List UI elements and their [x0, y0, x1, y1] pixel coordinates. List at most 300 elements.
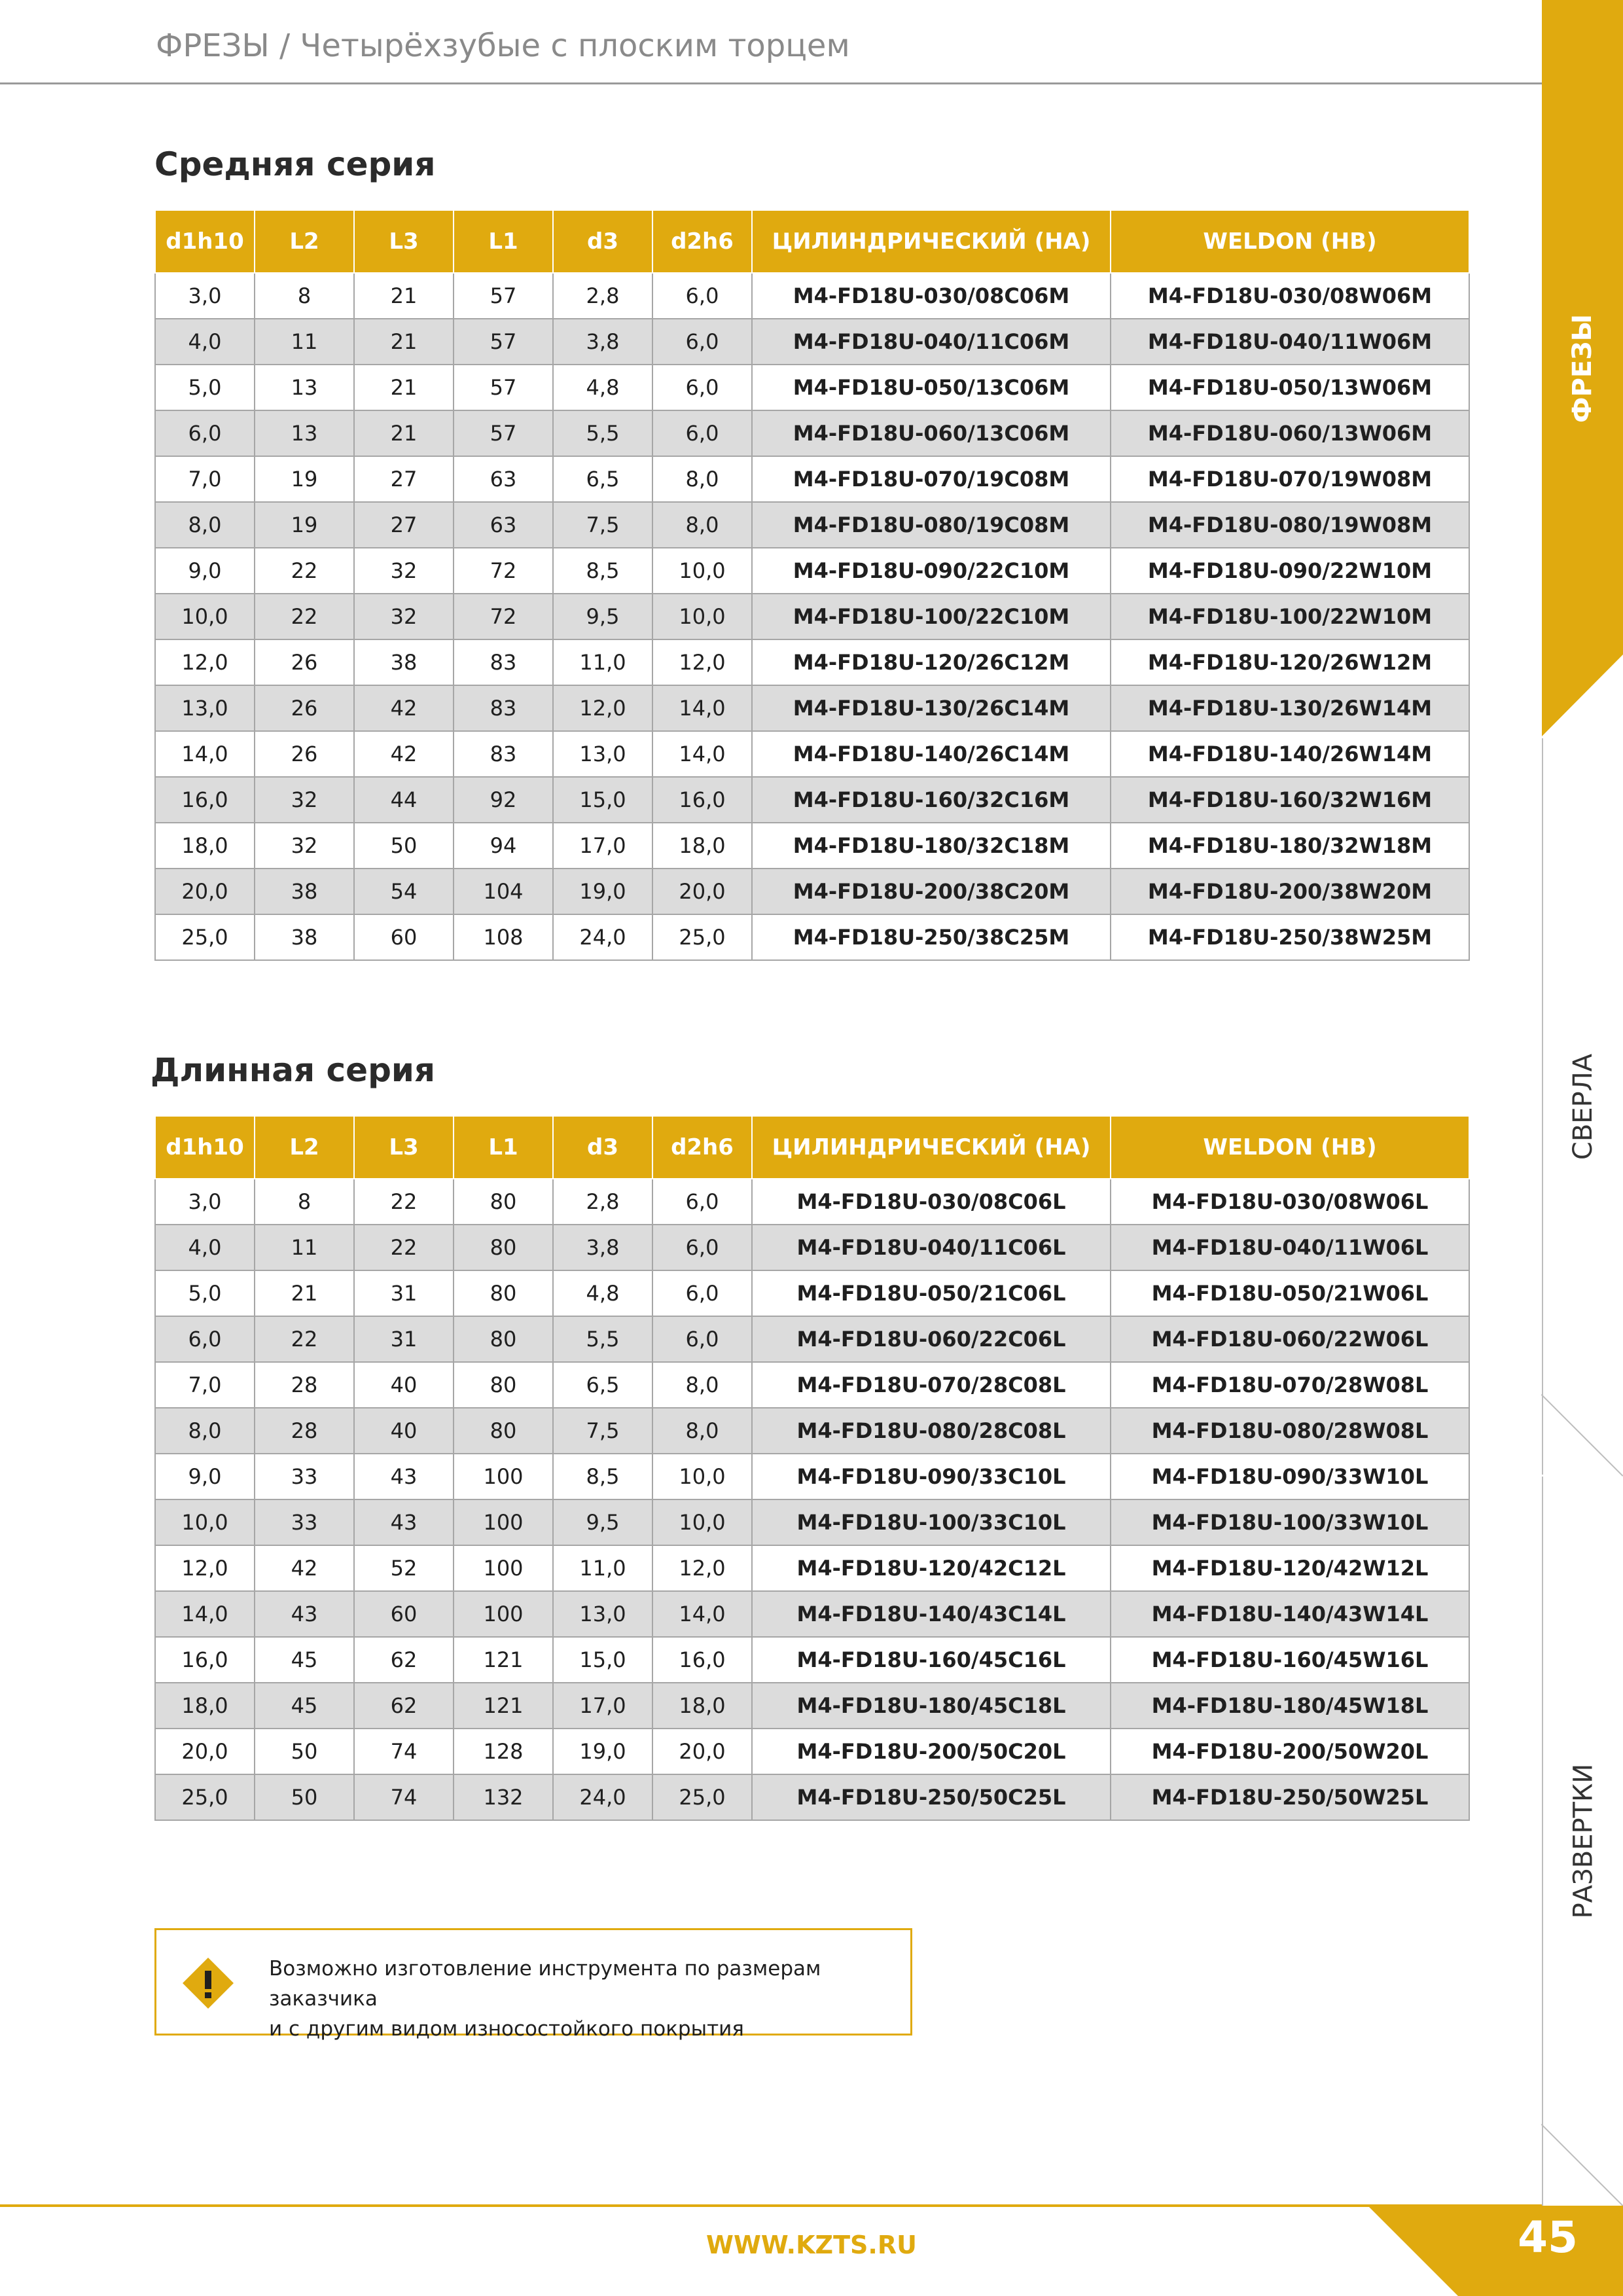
dimension-cell: 62 — [354, 1683, 454, 1729]
dimension-cell: 17,0 — [553, 823, 652, 869]
article-code-cell: M4-FD18U-100/22W10M — [1111, 594, 1469, 639]
dimension-cell: 100 — [454, 1591, 553, 1637]
dimension-cell: 10,0 — [652, 1454, 752, 1499]
dimension-cell: 10,0 — [652, 548, 752, 594]
column-header: ЦИЛИНДРИЧЕСКИЙ (HA) — [752, 1116, 1111, 1179]
article-code-cell: M4-FD18U-250/38C25M — [752, 914, 1111, 960]
article-code-cell: M4-FD18U-040/11W06L — [1111, 1225, 1469, 1270]
dimension-cell: 74 — [354, 1774, 454, 1820]
column-header: d1h10 — [155, 210, 255, 273]
article-code-cell: M4-FD18U-090/22W10M — [1111, 548, 1469, 594]
article-code-cell: M4-FD18U-070/19C08M — [752, 456, 1111, 502]
dimension-cell: 22 — [354, 1179, 454, 1225]
article-code-cell: M4-FD18U-200/38C20M — [752, 869, 1111, 914]
dimension-cell: 31 — [354, 1270, 454, 1316]
dimension-cell: 4,0 — [155, 1225, 255, 1270]
page-header-title: ФРЕЗЫ / Четырёхзубые с плоским торцем — [156, 27, 850, 64]
column-header: L2 — [255, 210, 354, 273]
dimension-cell: 11,0 — [553, 1545, 652, 1591]
dimension-cell: 28 — [255, 1408, 354, 1454]
table-row — [155, 1591, 1469, 1637]
dimension-cell: 16,0 — [155, 777, 255, 823]
dimension-cell: 43 — [354, 1499, 454, 1545]
table-row — [155, 1316, 1469, 1362]
table-header-row — [155, 1116, 1469, 1179]
footer-divider — [0, 2204, 1542, 2207]
dimension-cell: 26 — [255, 639, 354, 685]
table-row — [155, 823, 1469, 869]
article-code-cell: M4-FD18U-120/26W12M — [1111, 639, 1469, 685]
dimension-cell: 63 — [454, 456, 553, 502]
dimension-cell: 14,0 — [155, 1591, 255, 1637]
tab-razvertki[interactable] — [1542, 1477, 1623, 2206]
dimension-cell: 80 — [454, 1408, 553, 1454]
dimension-cell: 16,0 — [652, 777, 752, 823]
dimension-cell: 22 — [255, 1316, 354, 1362]
table-row — [155, 1683, 1469, 1729]
article-code-cell: M4-FD18U-130/26C14M — [752, 685, 1111, 731]
footer-website-link[interactable]: WWW.KZTS.RU — [706, 2231, 917, 2259]
table-row — [155, 365, 1469, 410]
dimension-cell: 25,0 — [652, 1774, 752, 1820]
table-row — [155, 502, 1469, 548]
dimension-cell: 60 — [354, 914, 454, 960]
dimension-cell: 3,8 — [553, 319, 652, 365]
medium-series-title: Средняя серия — [154, 145, 436, 183]
dimension-cell: 19,0 — [553, 869, 652, 914]
column-header: L1 — [454, 1116, 553, 1179]
dimension-cell: 8,0 — [652, 1362, 752, 1408]
dimension-cell: 3,8 — [553, 1225, 652, 1270]
dimension-cell: 25,0 — [652, 914, 752, 960]
dimension-cell: 28 — [255, 1362, 354, 1408]
dimension-cell: 57 — [454, 273, 553, 319]
dimension-cell: 21 — [354, 273, 454, 319]
table-row — [155, 1729, 1469, 1774]
dimension-cell: 44 — [354, 777, 454, 823]
tab-frezy-label: ФРЕЗЫ — [1567, 314, 1598, 423]
dimension-cell: 2,8 — [553, 273, 652, 319]
dimension-cell: 18,0 — [155, 1683, 255, 1729]
article-code-cell: M4-FD18U-180/32C18M — [752, 823, 1111, 869]
dimension-cell: 8,0 — [652, 456, 752, 502]
dimension-cell: 5,0 — [155, 1270, 255, 1316]
dimension-cell: 12,0 — [652, 1545, 752, 1591]
article-code-cell: M4-FD18U-030/08C06L — [752, 1179, 1111, 1225]
dimension-cell: 80 — [454, 1179, 553, 1225]
table-row — [155, 1179, 1469, 1225]
dimension-cell: 63 — [454, 502, 553, 548]
dimension-cell: 24,0 — [553, 1774, 652, 1820]
dimension-cell: 5,0 — [155, 365, 255, 410]
dimension-cell: 108 — [454, 914, 553, 960]
dimension-cell: 7,5 — [553, 502, 652, 548]
dimension-cell: 12,0 — [652, 639, 752, 685]
article-code-cell: M4-FD18U-080/28C08L — [752, 1408, 1111, 1454]
article-code-cell: M4-FD18U-140/43C14L — [752, 1591, 1111, 1637]
article-code-cell: M4-FD18U-040/11W06M — [1111, 319, 1469, 365]
article-code-cell: M4-FD18U-100/22C10M — [752, 594, 1111, 639]
dimension-cell: 14,0 — [652, 1591, 752, 1637]
dimension-cell: 20,0 — [652, 1729, 752, 1774]
dimension-cell: 14,0 — [652, 685, 752, 731]
dimension-cell: 57 — [454, 319, 553, 365]
article-code-cell: M4-FD18U-050/21W06L — [1111, 1270, 1469, 1316]
dimension-cell: 7,5 — [553, 1408, 652, 1454]
dimension-cell: 38 — [354, 639, 454, 685]
dimension-cell: 20,0 — [155, 869, 255, 914]
dimension-cell: 10,0 — [652, 1499, 752, 1545]
dimension-cell: 72 — [454, 594, 553, 639]
column-header: d1h10 — [155, 1116, 255, 1179]
table-row — [155, 410, 1469, 456]
dimension-cell: 19,0 — [553, 1729, 652, 1774]
tab-frezy[interactable] — [1542, 0, 1623, 736]
dimension-cell: 18,0 — [652, 1683, 752, 1729]
table-row — [155, 456, 1469, 502]
dimension-cell: 121 — [454, 1637, 553, 1683]
table-row — [155, 1454, 1469, 1499]
column-header: L2 — [255, 1116, 354, 1179]
column-header: d3 — [553, 210, 652, 273]
dimension-cell: 6,0 — [652, 1225, 752, 1270]
article-code-cell: M4-FD18U-140/43W14L — [1111, 1591, 1469, 1637]
dimension-cell: 38 — [255, 914, 354, 960]
dimension-cell: 13 — [255, 365, 354, 410]
dimension-cell: 80 — [454, 1225, 553, 1270]
dimension-cell: 27 — [354, 502, 454, 548]
table-row — [155, 914, 1469, 960]
page-number: 45 — [1518, 2212, 1578, 2263]
dimension-cell: 16,0 — [652, 1637, 752, 1683]
table-row — [155, 273, 1469, 319]
table-row — [155, 594, 1469, 639]
dimension-cell: 11,0 — [553, 639, 652, 685]
dimension-cell: 6,0 — [652, 319, 752, 365]
article-code-cell: M4-FD18U-080/28W08L — [1111, 1408, 1469, 1454]
dimension-cell: 32 — [354, 594, 454, 639]
dimension-cell: 16,0 — [155, 1637, 255, 1683]
dimension-cell: 20,0 — [652, 869, 752, 914]
column-header: WELDON (HB) — [1111, 210, 1469, 273]
table-row — [155, 1408, 1469, 1454]
article-code-cell: M4-FD18U-070/28W08L — [1111, 1362, 1469, 1408]
table-row — [155, 777, 1469, 823]
dimension-cell: 19 — [255, 502, 354, 548]
dimension-cell: 8,0 — [155, 502, 255, 548]
notice-line-1: Возможно изготовление инструмента по размерам заказчика — [269, 1957, 821, 2011]
article-code-cell: M4-FD18U-030/08W06L — [1111, 1179, 1469, 1225]
dimension-cell: 10,0 — [155, 594, 255, 639]
dimension-cell: 11 — [255, 319, 354, 365]
table-row — [155, 1362, 1469, 1408]
article-code-cell: M4-FD18U-250/50W25L — [1111, 1774, 1469, 1820]
dimension-cell: 10,0 — [652, 594, 752, 639]
article-code-cell: M4-FD18U-060/13C06M — [752, 410, 1111, 456]
dimension-cell: 57 — [454, 365, 553, 410]
article-code-cell: M4-FD18U-050/13W06M — [1111, 365, 1469, 410]
column-header: d3 — [553, 1116, 652, 1179]
dimension-cell: 13,0 — [553, 731, 652, 777]
article-code-cell: M4-FD18U-090/33W10L — [1111, 1454, 1469, 1499]
article-code-cell: M4-FD18U-180/45C18L — [752, 1683, 1111, 1729]
dimension-cell: 38 — [255, 869, 354, 914]
dimension-cell: 5,5 — [553, 1316, 652, 1362]
column-header: d2h6 — [652, 1116, 752, 1179]
long-series-title: Длинная серия — [151, 1051, 436, 1089]
table-row — [155, 639, 1469, 685]
tab-razvertki-label: РАЗВЕРТКИ — [1568, 1763, 1598, 1919]
dimension-cell: 22 — [354, 1225, 454, 1270]
dimension-cell: 8,5 — [553, 1454, 652, 1499]
dimension-cell: 121 — [454, 1683, 553, 1729]
dimension-cell: 52 — [354, 1545, 454, 1591]
article-code-cell: M4-FD18U-030/08W06M — [1111, 273, 1469, 319]
table-header-row — [155, 210, 1469, 273]
article-code-cell: M4-FD18U-200/38W20M — [1111, 869, 1469, 914]
dimension-cell: 6,0 — [652, 410, 752, 456]
dimension-cell: 32 — [255, 823, 354, 869]
column-header: d2h6 — [652, 210, 752, 273]
medium-series-table — [154, 209, 1470, 961]
dimension-cell: 8,0 — [155, 1408, 255, 1454]
dimension-cell: 9,0 — [155, 1454, 255, 1499]
table-row — [155, 1545, 1469, 1591]
dimension-cell: 31 — [354, 1316, 454, 1362]
notice-text — [269, 1954, 910, 2044]
dimension-cell: 21 — [354, 365, 454, 410]
dimension-cell: 22 — [255, 548, 354, 594]
dimension-cell: 11 — [255, 1225, 354, 1270]
custom-order-notice — [154, 1928, 912, 2041]
dimension-cell: 9,5 — [553, 594, 652, 639]
table-row — [155, 319, 1469, 365]
dimension-cell: 42 — [354, 731, 454, 777]
dimension-cell: 14,0 — [652, 731, 752, 777]
dimension-cell: 14,0 — [155, 731, 255, 777]
dimension-cell: 6,0 — [155, 410, 255, 456]
dimension-cell: 83 — [454, 731, 553, 777]
dimension-cell: 4,8 — [553, 365, 652, 410]
dimension-cell: 6,5 — [553, 456, 652, 502]
dimension-cell: 20,0 — [155, 1729, 255, 1774]
dimension-cell: 80 — [454, 1270, 553, 1316]
dimension-cell: 57 — [454, 410, 553, 456]
dimension-cell: 26 — [255, 685, 354, 731]
dimension-cell: 21 — [354, 319, 454, 365]
article-code-cell: M4-FD18U-250/50C25L — [752, 1774, 1111, 1820]
column-header: L1 — [454, 210, 553, 273]
dimension-cell: 62 — [354, 1637, 454, 1683]
dimension-cell: 8 — [255, 273, 354, 319]
table-row — [155, 1499, 1469, 1545]
dimension-cell: 6,0 — [652, 273, 752, 319]
dimension-cell: 32 — [255, 777, 354, 823]
dimension-cell: 50 — [354, 823, 454, 869]
article-code-cell: M4-FD18U-140/26C14M — [752, 731, 1111, 777]
dimension-cell: 104 — [454, 869, 553, 914]
column-header: ЦИЛИНДРИЧЕСКИЙ (HA) — [752, 210, 1111, 273]
article-code-cell: M4-FD18U-160/32C16M — [752, 777, 1111, 823]
article-code-cell: M4-FD18U-050/21C06L — [752, 1270, 1111, 1316]
dimension-cell: 21 — [255, 1270, 354, 1316]
dimension-cell: 100 — [454, 1454, 553, 1499]
table-row — [155, 548, 1469, 594]
dimension-cell: 4,8 — [553, 1270, 652, 1316]
tab-frezy-corner — [1542, 655, 1623, 736]
article-code-cell: M4-FD18U-080/19W08M — [1111, 502, 1469, 548]
notice-line-2: и с другим видом износостойкого покрытия — [269, 2017, 744, 2041]
column-header: WELDON (HB) — [1111, 1116, 1469, 1179]
dimension-cell: 100 — [454, 1499, 553, 1545]
dimension-cell: 25,0 — [155, 1774, 255, 1820]
dimension-cell: 42 — [354, 685, 454, 731]
dimension-cell: 22 — [255, 594, 354, 639]
dimension-cell: 19 — [255, 456, 354, 502]
article-code-cell: M4-FD18U-100/33W10L — [1111, 1499, 1469, 1545]
article-code-cell: M4-FD18U-200/50W20L — [1111, 1729, 1469, 1774]
dimension-cell: 12,0 — [553, 685, 652, 731]
article-code-cell: M4-FD18U-080/19C08M — [752, 502, 1111, 548]
dimension-cell: 94 — [454, 823, 553, 869]
article-code-cell: M4-FD18U-030/08C06M — [752, 273, 1111, 319]
dimension-cell: 6,0 — [155, 1316, 255, 1362]
dimension-cell: 21 — [354, 410, 454, 456]
article-code-cell: M4-FD18U-160/45C16L — [752, 1637, 1111, 1683]
long-series-table — [154, 1115, 1470, 1821]
dimension-cell: 27 — [354, 456, 454, 502]
dimension-cell: 15,0 — [553, 777, 652, 823]
dimension-cell: 33 — [255, 1454, 354, 1499]
dimension-cell: 13 — [255, 410, 354, 456]
dimension-cell: 45 — [255, 1637, 354, 1683]
dimension-cell: 6,5 — [553, 1362, 652, 1408]
dimension-cell: 128 — [454, 1729, 553, 1774]
dimension-cell: 9,0 — [155, 548, 255, 594]
section-tabs — [1542, 0, 1623, 2206]
article-code-cell: M4-FD18U-120/42C12L — [752, 1545, 1111, 1591]
dimension-cell: 17,0 — [553, 1683, 652, 1729]
dimension-cell: 40 — [354, 1362, 454, 1408]
dimension-cell: 18,0 — [652, 823, 752, 869]
tab-sverla-label: СВЕРЛА — [1568, 1053, 1598, 1160]
article-code-cell: M4-FD18U-250/38W25M — [1111, 914, 1469, 960]
table-row — [155, 869, 1469, 914]
table-row — [155, 1637, 1469, 1683]
article-code-cell: M4-FD18U-130/26W14M — [1111, 685, 1469, 731]
dimension-cell: 5,5 — [553, 410, 652, 456]
dimension-cell: 45 — [255, 1683, 354, 1729]
article-code-cell: M4-FD18U-090/22C10M — [752, 548, 1111, 594]
dimension-cell: 10,0 — [155, 1499, 255, 1545]
article-code-cell: M4-FD18U-180/45W18L — [1111, 1683, 1469, 1729]
dimension-cell: 8,5 — [553, 548, 652, 594]
article-code-cell: M4-FD18U-040/11C06M — [752, 319, 1111, 365]
dimension-cell: 60 — [354, 1591, 454, 1637]
article-code-cell: M4-FD18U-070/19W08M — [1111, 456, 1469, 502]
dimension-cell: 40 — [354, 1408, 454, 1454]
column-header: L3 — [354, 1116, 454, 1179]
dimension-cell: 50 — [255, 1729, 354, 1774]
dimension-cell: 7,0 — [155, 456, 255, 502]
article-code-cell: M4-FD18U-140/26W14M — [1111, 731, 1469, 777]
article-code-cell: M4-FD18U-120/26C12M — [752, 639, 1111, 685]
dimension-cell: 6,0 — [652, 365, 752, 410]
dimension-cell: 32 — [354, 548, 454, 594]
article-code-cell: M4-FD18U-160/32W16M — [1111, 777, 1469, 823]
article-code-cell: M4-FD18U-100/33C10L — [752, 1499, 1111, 1545]
dimension-cell: 13,0 — [553, 1591, 652, 1637]
dimension-cell: 9,5 — [553, 1499, 652, 1545]
article-code-cell: M4-FD18U-070/28C08L — [752, 1362, 1111, 1408]
dimension-cell: 42 — [255, 1545, 354, 1591]
dimension-cell: 3,0 — [155, 1179, 255, 1225]
dimension-cell: 72 — [454, 548, 553, 594]
dimension-cell: 74 — [354, 1729, 454, 1774]
article-code-cell: M4-FD18U-060/22C06L — [752, 1316, 1111, 1362]
dimension-cell: 8 — [255, 1179, 354, 1225]
header-divider — [0, 82, 1542, 84]
dimension-cell: 100 — [454, 1545, 553, 1591]
table-row — [155, 731, 1469, 777]
table-row — [155, 1774, 1469, 1820]
article-code-cell: M4-FD18U-060/13W06M — [1111, 410, 1469, 456]
dimension-cell: 6,0 — [652, 1179, 752, 1225]
dimension-cell: 54 — [354, 869, 454, 914]
dimension-cell: 26 — [255, 731, 354, 777]
column-header: L3 — [354, 210, 454, 273]
dimension-cell: 33 — [255, 1499, 354, 1545]
dimension-cell: 24,0 — [553, 914, 652, 960]
dimension-cell: 15,0 — [553, 1637, 652, 1683]
dimension-cell: 13,0 — [155, 685, 255, 731]
dimension-cell: 2,8 — [553, 1179, 652, 1225]
article-code-cell: M4-FD18U-060/22W06L — [1111, 1316, 1469, 1362]
warning-diamond-icon — [181, 1956, 235, 2010]
dimension-cell: 50 — [255, 1774, 354, 1820]
dimension-cell: 6,0 — [652, 1270, 752, 1316]
dimension-cell: 83 — [454, 685, 553, 731]
dimension-cell: 80 — [454, 1316, 553, 1362]
dimension-cell: 25,0 — [155, 914, 255, 960]
dimension-cell: 12,0 — [155, 1545, 255, 1591]
dimension-cell: 43 — [354, 1454, 454, 1499]
article-code-cell: M4-FD18U-200/50C20L — [752, 1729, 1111, 1774]
dimension-cell: 3,0 — [155, 273, 255, 319]
dimension-cell: 4,0 — [155, 319, 255, 365]
dimension-cell: 80 — [454, 1362, 553, 1408]
dimension-cell: 92 — [454, 777, 553, 823]
dimension-cell: 83 — [454, 639, 553, 685]
dimension-cell: 8,0 — [652, 1408, 752, 1454]
dimension-cell: 12,0 — [155, 639, 255, 685]
article-code-cell: M4-FD18U-160/45W16L — [1111, 1637, 1469, 1683]
dimension-cell: 8,0 — [652, 502, 752, 548]
article-code-cell: M4-FD18U-090/33C10L — [752, 1454, 1111, 1499]
article-code-cell: M4-FD18U-050/13C06M — [752, 365, 1111, 410]
table-row — [155, 1225, 1469, 1270]
tab-sverla[interactable] — [1542, 738, 1623, 1475]
dimension-cell: 7,0 — [155, 1362, 255, 1408]
dimension-cell: 6,0 — [652, 1316, 752, 1362]
article-code-cell: M4-FD18U-120/42W12L — [1111, 1545, 1469, 1591]
table-row — [155, 685, 1469, 731]
article-code-cell: M4-FD18U-040/11C06L — [752, 1225, 1111, 1270]
dimension-cell: 132 — [454, 1774, 553, 1820]
dimension-cell: 43 — [255, 1591, 354, 1637]
dimension-cell: 18,0 — [155, 823, 255, 869]
article-code-cell: M4-FD18U-180/32W18M — [1111, 823, 1469, 869]
